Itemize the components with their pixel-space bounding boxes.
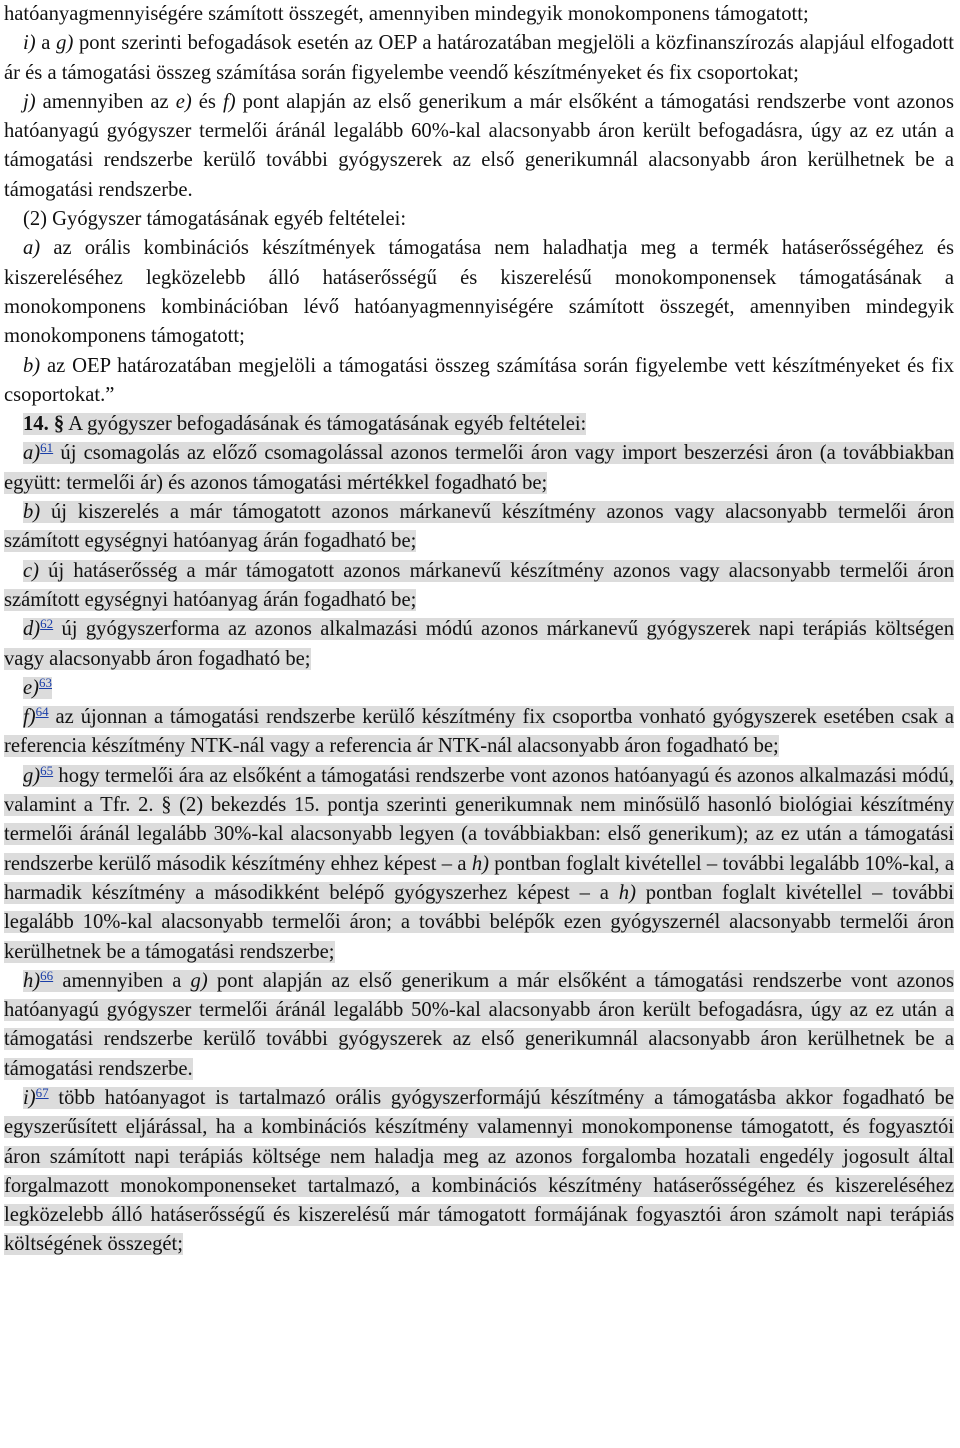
item-i-old	[4, 29, 954, 88]
s14-item-g	[4, 762, 954, 967]
item-text: és	[191, 90, 223, 113]
para2-item-b	[4, 352, 954, 411]
item-text: amennyiben a	[53, 969, 191, 992]
item-text: új csomagolás az előző csomagolással azonos termelői áron vagy import beszerzési áron (a továbbiakban együtt: termelői ár) és azonos támogatási mértékkel fogadható be;	[4, 442, 954, 494]
item-text: új kiszerelés a már támogatott azonos márkanevű készítmény azonos vagy alacsonyabb termelői áron számított egységnyi hatóanyag árán fogadható be;	[4, 501, 954, 553]
item-label: a)	[23, 237, 41, 260]
heading-text: (2) Gyógyszer támogatásának egyéb feltételei:	[23, 208, 407, 231]
item-j-old	[4, 88, 954, 205]
item-text: pont szerinti befogadások esetén az OEP a határozatában megjelöli a közfinanszírozás alapjául elfogadott ár és a támogatási összeg számítása során figyelembe veendő készítményeket és fix csoportokat;	[4, 32, 955, 84]
item-label: g)	[23, 764, 41, 787]
item-ref: h)	[618, 881, 636, 904]
item-text: az újonnan a támogatási rendszerbe kerülő készítmény fix csoportba vonható gyógyszerek esetében csak a referencia készítmény NTK-nál vagy a referencia ár NTK-nál alacsonyabb áron fogadható be;	[4, 706, 954, 758]
item-text: pont alapján az első generikum a már elsőként a támogatási rendszerbe vont azonos hatóanyagú gyógyszer termelői áránál legalább 50%-kal alacsonyabb áron került befogadásra, úgy az ez után a támogatási rendszerbe kerülő további gyógyszerek az első generikumnál alacsonyabb áron kerülhetnek be a támogatási rendszerbe.	[4, 969, 954, 1080]
continued-text: hatóanyagmennyiségére számított összegét, amennyiben mindegyik monokomponens támogatott;	[4, 3, 809, 25]
footnote-link[interactable]: 66	[40, 967, 54, 983]
s14-item-f	[4, 703, 954, 762]
item-label: a)	[23, 442, 41, 465]
footnote-link[interactable]: 61	[40, 440, 54, 456]
item-text: új gyógyszerforma az azonos alkalmazási módú azonos márkanevű gyógyszerek napi terápiás költségen vagy alacsonyabb áron fogadható be;	[4, 618, 954, 670]
item-text: pontban foglalt kivétellel – további legalább 10%-kal alacsonyabb termelői áron; a további belépők ezen gyógyszernél alacsonyabb termelői áron kerülhetnek be a támogatási rendszerbe;	[4, 881, 954, 963]
item-label: j)	[23, 90, 36, 113]
item-label: f)	[23, 706, 36, 729]
item-text: amennyiben az	[35, 90, 176, 113]
item-text: pont alapján az első generikum a már elsőként a támogatási rendszerbe vont azonos hatóanyagú gyógyszer termelői áránál legalább 60%-kal alacsonyabb áron került befogadásra, úgy az ez után a támogatási rendszerbe kerülő további gyógyszerek az első generikumnál alacsonyabb áron kerülhetnek be a támogatási rendszerbe.	[4, 90, 954, 201]
footnote-link[interactable]: 67	[35, 1084, 49, 1100]
s14-item-a	[4, 439, 954, 498]
item-text: több hatóanyagot is tartalmazó orális gyógyszerformájú készítmény a támogatásba akkor fogadható be egyszerűsített eljárással, ha a kombinációs készítmény valamennyi monokomponense támogatott, és fogyasztói áron számított napi terápiás költsége nem haladja meg az azonos forgalomba hozatali engedély jogosult által forgalmazott monokomponenseket tartalmazó, a kombinációs készítmény hatáserősségéhez és kiszereléséhez legközelebb álló hatáserősségű és kiszerelésű már támogatott formájának fogyasztói áron számolt napi terápiás költségének összegét;	[4, 1086, 954, 1256]
s14-item-d	[4, 615, 954, 674]
section-number: 14.	[23, 413, 49, 436]
s14-item-c	[4, 557, 954, 616]
item-label: e)	[23, 676, 39, 699]
item-label: i)	[23, 1086, 36, 1109]
item-text: pontban foglalt kivétellel – további legalább 10%-kal, a harmadik készítmény a másodikként belépő gyógyszerhez képest – a	[4, 852, 955, 904]
item-text: az OEP határozatában megjelöli a támogatási összeg számítása során figyelembe vett készítményeket és fix csoportokat.”	[4, 354, 954, 406]
footnote-link[interactable]: 64	[35, 704, 49, 720]
item-label: i)	[23, 32, 36, 55]
item-label: b)	[23, 354, 41, 377]
footnote-link[interactable]: 65	[40, 762, 54, 778]
s14-item-b	[4, 498, 954, 557]
section-sign: §	[53, 413, 65, 436]
item-label: d)	[23, 618, 41, 641]
section-14-heading	[4, 410, 954, 439]
s14-item-e	[4, 674, 954, 703]
section-heading-text: A gyógyszer befogadásának és támogatásának egyéb feltételei:	[64, 413, 587, 436]
item-ref: e)	[175, 90, 192, 113]
para2-heading	[4, 205, 954, 234]
item-label: h)	[23, 969, 41, 992]
item-ref: g)	[190, 969, 208, 992]
item-text: hogy termelői ára az elsőként a támogatási rendszerbe vont azonos hatóanyagú és azonos alkalmazási módú, valamint a Tfr. 2. § (2) bekezdés 15. pontja szerinti generikumnak nem minősülő hasonló biológiai készítmény termelői áránál legalább 30%-kal alacsonyabb legyen (a továbbiakban: első generikum); az ez után a támogatási rendszerbe kerülő második készítmény ehhez képest – a	[4, 764, 954, 875]
s14-item-h	[4, 967, 954, 1084]
item-text: a	[35, 32, 57, 55]
footnote-link[interactable]: 63	[39, 674, 52, 690]
item-label: c)	[23, 559, 39, 582]
footnote-link[interactable]: 62	[40, 616, 54, 632]
item-text: az orális kombinációs készítmények támogatása nem haladhatja meg a termék hatáserősségéhez és kiszereléséhez legközelebb álló hatáserősségű és kiszerelésű monokomponensek támogatásának a monokomponens kombinációban lévő hatóanyagmennyiségére számított összegét, amennyiben mindegyik monokomponens támogatott;	[4, 237, 954, 348]
item-ref: f)	[222, 90, 236, 113]
para2-item-a	[4, 234, 954, 351]
s14-item-i	[4, 1084, 954, 1260]
item-ref: g)	[56, 32, 74, 55]
item-text: új hatáserősség a már támogatott azonos márkanevű készítmény azonos vagy alacsonyabb termelői áron számított egységnyi hatóanyag árán fogadható be;	[4, 559, 954, 611]
item-ref: h)	[471, 852, 489, 875]
item-label: b)	[23, 501, 41, 524]
continued-paragraph	[4, 0, 954, 29]
